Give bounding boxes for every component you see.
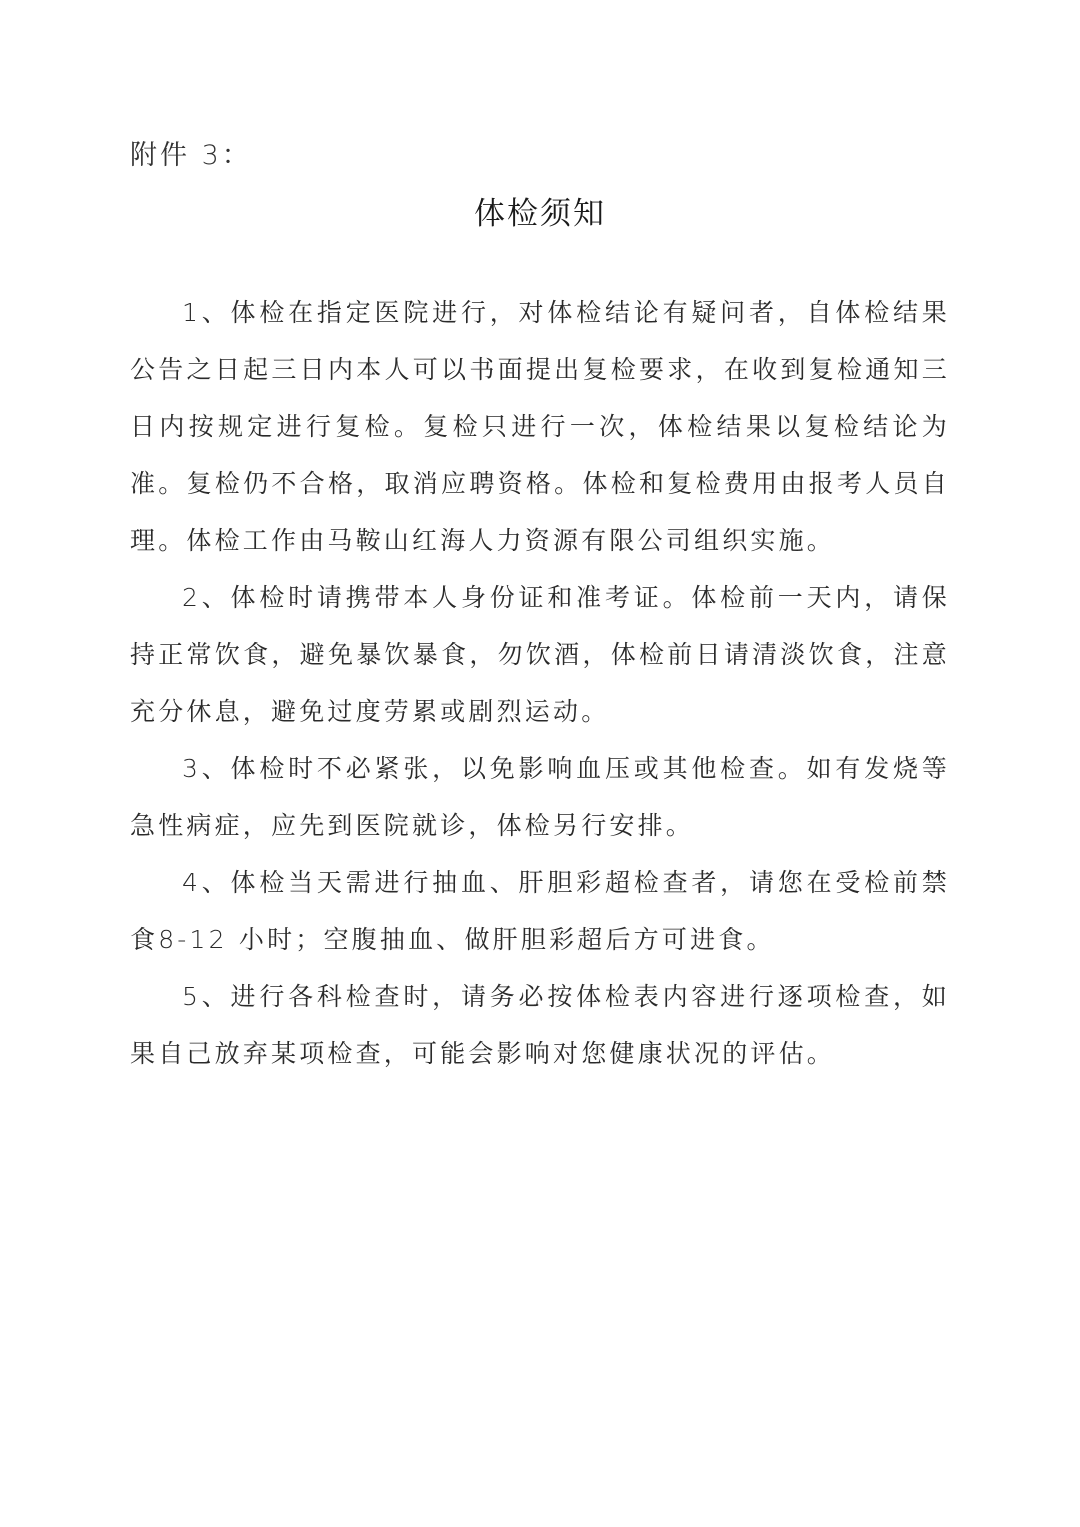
document-title: 体检须知 [474,196,606,232]
paragraph-5: 5、进行各科检查时，请务必按体检表内容进行逐项检查，如果自己放弃某项检查，可能会影响对您健康状况的评估。 [130,982,950,1068]
paragraph-2: 2、体检时请携带本人身份证和准考证。体检前一天内，请保持正常饮食，避免暴饮暴食，勿饮酒，体检前日请清淡饮食，注意充分休息，避免过度劳累或剧烈运动。 [130,583,950,726]
paragraph-3: 3、体检时不必紧张，以免影响血压或其他检查。如有发烧等急性病症，应先到医院就诊，体检另行安排。 [130,754,950,840]
document-body [130,284,950,1082]
paragraph-1: 1、体检在指定医院进行，对体检结论有疑问者，自体检结果公告之日起三日内本人可以书面提出复检要求，在收到复检通知三日内按规定进行复检。复检只进行一次，体检结果以复检结论为准。复检仍不合格，取消应聘资格。体检和复检费用由报考人员自理。体检工作由马鞍山红海人力资源有限公司组织实施。 [130,298,950,555]
attachment-label: 附件 3： [130,140,252,171]
paragraph-4: 4、体检当天需进行抽血、肝胆彩超检查者，请您在受检前禁食8-12 小时；空腹抽血、做肝胆彩超后方可进食。 [130,868,950,954]
